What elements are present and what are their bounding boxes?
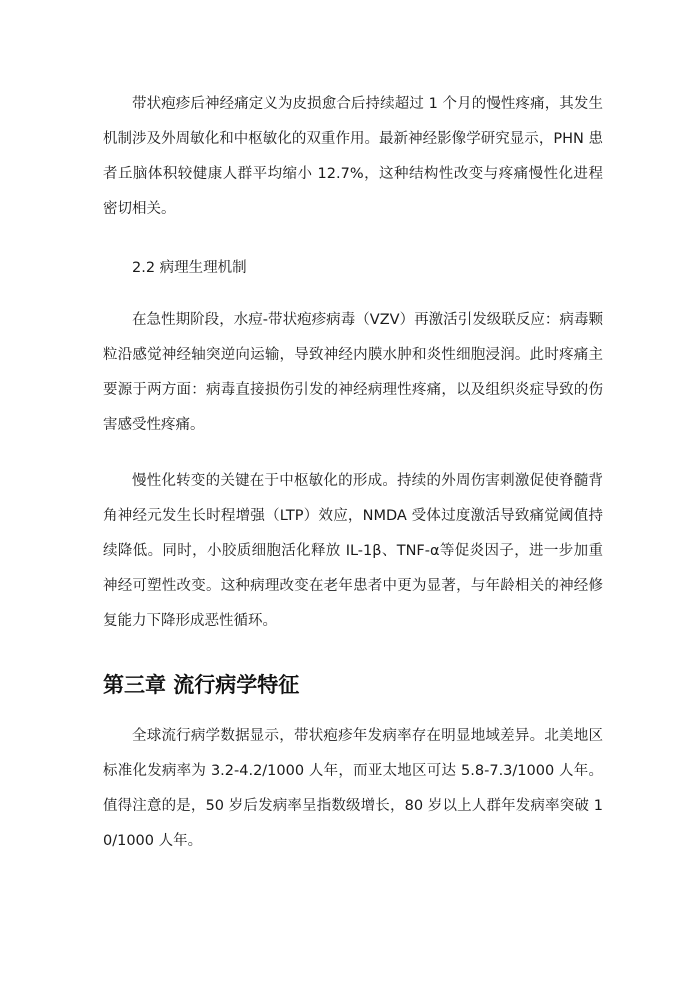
body-text: 慢性化转变的关键在于中枢敏化的形成。持续的外周伤害刺激促使脊髓背角神经元发生长时程增强（LTP）效应，NMDA 受体过度激活导致痛觉阈值持续降低。同时，小胶质细胞活化释放 IL-1β、TNF-α等促炎因子，进一步加重神经可塑性改变。这种病理改变在老年患者中更为显著，与年龄相关的神经修复能力下降形成恶性循环。	[103, 473, 603, 629]
body-text: 在急性期阶段，水痘-带状疱疹病毒（VZV）再激活引发级联反应：病毒颗粒沿感觉神经轴突逆向运输，导致神经内膜水肿和炎性细胞浸润。此时疼痛主要源于两方面：病毒直接损伤引发的神经病理性疼痛，以及组织炎症导致的伤害感受性疼痛。	[103, 312, 603, 433]
chapter-title: 第三章 流行病学特征	[103, 673, 300, 697]
paragraph-central-sensitization	[103, 464, 603, 639]
body-text: 带状疱疹后神经痛定义为皮损愈合后持续超过 1 个月的慢性疼痛，其发生机制涉及外周敏化和中枢敏化的双重作用。最新神经影像学研究显示，PHN 患者丘脑体积较健康人群平均缩小 12.7%，这种结构性改变与疼痛慢性化进程密切相关。	[103, 96, 603, 217]
body-text: 全球流行病学数据显示，带状疱疹年发病率存在明显地域差异。北美地区标准化发病率为 3.2-4.2/1000 人年，而亚太地区可达 5.8-7.3/1000 人年。值得注意的是，50 岁后发病率呈指数级增长，80 岁以上人群年发病率突破 10/1000 人年。	[103, 728, 603, 849]
paragraph-phn-definition	[103, 87, 603, 227]
section-heading-2-2	[103, 256, 603, 280]
section-title: 2.2 病理生理机制	[132, 260, 247, 276]
paragraph-acute-phase	[103, 303, 603, 443]
chapter-heading-3	[103, 670, 603, 700]
paragraph-epidemiology	[103, 719, 603, 859]
